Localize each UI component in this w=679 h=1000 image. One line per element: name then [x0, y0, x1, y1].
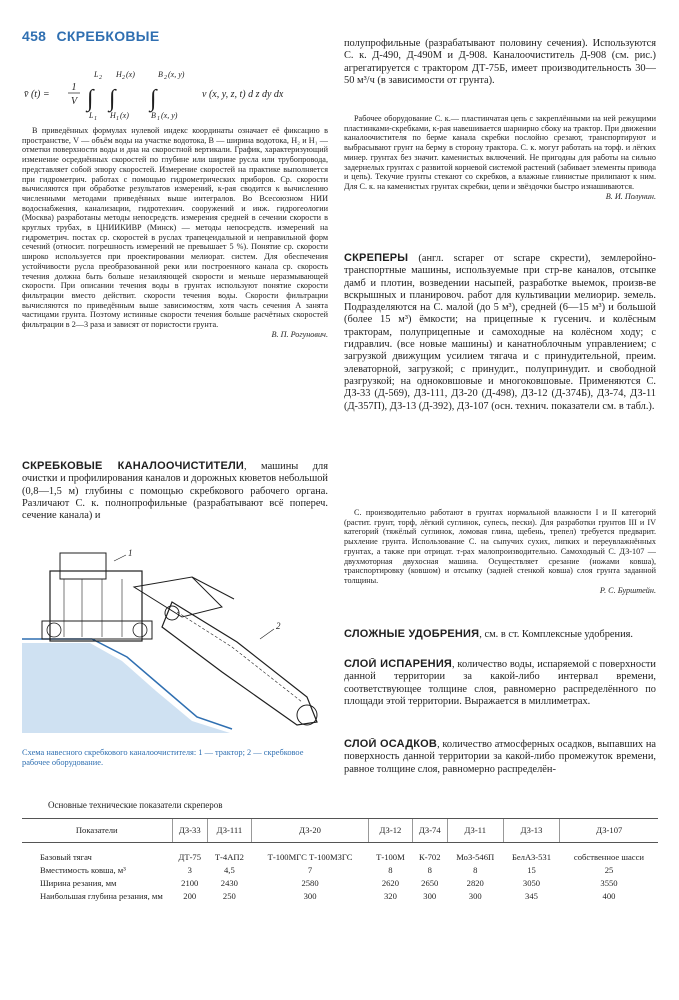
section-head-slozhnye: СЛОЖНЫЕ УДОБРЕНИЯ — [344, 628, 480, 640]
table-header-cell: ДЗ-13 — [503, 819, 560, 843]
callout-label-2: 2 — [276, 621, 281, 631]
table-cell: 8 — [388, 865, 393, 875]
scraper-spec-table — [22, 818, 658, 903]
scraper-illustration — [22, 547, 330, 735]
table-header-cell: ДЗ-107 — [560, 819, 658, 843]
table-cell: 2620 — [381, 878, 399, 888]
callout-line-1 — [114, 555, 126, 561]
table-cell: 4,5 — [224, 865, 235, 875]
table-row — [22, 843, 658, 865]
table-cell: ДТ-75 — [178, 852, 202, 862]
formula-frac-num: 1 — [71, 82, 77, 93]
table-cell: собственное шасси — [573, 852, 645, 862]
table-title: Основные технические показатели скреперов — [48, 800, 223, 810]
illustration-svg — [22, 547, 330, 735]
section-head-osadkov: СЛОЙ ОСАДКОВ — [344, 738, 438, 750]
table-row — [22, 877, 658, 890]
table-header-row — [22, 819, 658, 843]
table-cell: 400 — [602, 891, 616, 901]
table-cell: МоЗ-546П — [456, 852, 495, 862]
formula-lhs: v̄ (t) = — [24, 89, 50, 100]
right-continuation-text: полупрофильные (разрабатывают половину сечения). Используются С. к. Д-490, Д-490М и Д-908. Каналоочиститель Д-908 (см. рис.) агрегатируется с трактором ДТ-75Б, имеет производительность 30—50 м³/ч (в зависимости от грунта). — [344, 38, 656, 86]
table-cell: 8 — [473, 865, 478, 875]
illustration-caption — [22, 748, 328, 778]
table-cell: Ширина резания, мм — [40, 878, 117, 888]
boom-arm — [192, 577, 234, 599]
section-text-osadkov: , количество атмосферных осадков, выпавших на поверхность данной территории за какой-либо промежуток времени, равное толщине слоя, равномерно распределён- — [344, 739, 656, 775]
integral-2-lower-sub: 1 — [116, 116, 119, 122]
right-author-3: Р. С. Бурштейн. — [599, 585, 656, 595]
table-cell: 3050 — [522, 878, 541, 888]
table-row — [22, 864, 658, 877]
table-cell: 2430 — [220, 878, 238, 888]
integral-3-lower-sub: 1 — [157, 116, 160, 122]
formula-svg — [24, 64, 324, 124]
integral-1-lower-sub: 1 — [94, 116, 97, 122]
skrepery-small-text: С. производительно работают в грунтах нормальной влажности I и II категорий (растит. грунт, торф, лёгкий суглинок, супесь, пески). Для разработки грунтов III и IV категорий (тяжёлый суглинок, ломовая глина, щебень, трепел) требуется предварит. рыхление грунта. Использование С. на сыпучих сухих, липких и переувлажнённых грунтах, а также при отрицат. т-рах малопроизводительно. Самоходный С. ДЗ-107 — двухмоторная двухосная машина. Осуществляет срезание (ножами ковша), транспортировку (ковшом) и отсыпку (задней стенкой ковша) слоя грунта заданной толщины. — [344, 508, 656, 585]
left-section-skrebkovye — [22, 460, 328, 544]
table-header-cell: ДЗ-33 — [172, 819, 207, 843]
section-osadkov — [344, 738, 656, 796]
table-header-cell: ДЗ-20 — [251, 819, 369, 843]
table-cell: Наибольшая глубина резания, мм — [40, 891, 163, 901]
left-author-1: В. П. Рогунович. — [271, 329, 328, 339]
section-head-skrebkovye: СКРЕБКОВЫЕ КАНАЛООЧИСТИТЕЛИ — [22, 460, 244, 472]
integral-3: ∫ — [150, 86, 157, 112]
integral-3-upper: B — [158, 70, 163, 79]
caption-text: Схема навесного скребкового каналоочистителя: 1 — трактор; 2 — скребковое рабочее оборудование. — [22, 748, 304, 767]
table-header-cell: ДЗ-12 — [369, 819, 412, 843]
table-cell: 300 — [468, 891, 482, 901]
table-cell: 300 — [303, 891, 317, 901]
table-cell: 345 — [525, 891, 538, 901]
table-cell: 2820 — [466, 878, 484, 888]
page-header — [22, 28, 322, 50]
table-cell: 200 — [183, 891, 197, 901]
table-cell: 2100 — [181, 878, 199, 888]
boom-frame — [134, 577, 222, 617]
section-skrepery — [344, 252, 656, 506]
integral-2-lower: H — [110, 111, 116, 120]
integral-3-upper-arg: (x, y) — [168, 70, 185, 79]
table-cell: 25 — [604, 865, 614, 875]
page-number: 458 — [22, 28, 47, 44]
callout-label-1: 1 — [128, 548, 133, 558]
table-header-cell: ДЗ-11 — [447, 819, 503, 843]
formula-integrand: v (x, y, z, t) d z dy dx — [202, 89, 284, 100]
table-cell: 3550 — [600, 878, 618, 888]
table-cell: Вместимость ковша, м³ — [40, 865, 126, 875]
left-paragraph-1: В приведённых формулах нулевой индекс координаты означает её фиксацию в пространстве, V — объём воды на участке водотока, B — ширина водотока, H₂ и H₁ — отметки поверхности воды и дна на скоростной вертикали. График, характеризующий изменение осреднённых скоростей по глубине или ширине русла или трубопровода, представляет собой эпюру скоростей. Измерение скоростей на практике выполняется при гидрометрич. работах с помощью гидрометрических приборов. Ср. скорости вычисляются при обработке результатов измерений, к-рая сводится к вычислению численными методами приведённых выше интегралов. Во Всесоюзном НИИ водоснабжения, канализации, гидротехнич. сооружений и инж. гидрогеологии (Москва) разработаны методы непосредств. измерения средней в сечении скорости в круглых трубах, в ЦНИИКИВР (Минск) — методы непосредств. измерений на гидрометрич. постах ср. скоростей в руслах трапецеидальной и неправильной форм сечений (относит. погрешность измерений не превышает 5 %). Понятие ср. скорости широко используется при проектировании мелиорат. систем. Для обеспечения устойчивости русла преобразованной реки или построенного канала ср. скорость течения должна быть больше незаиляющей скорости и меньше неразмывающей скорости. При описании течения воды в грунтах используют понятие скорости фильтрации вместо действит. скорости течения воды. Скорости фильтрации вычисляются по приведённым выше зависимостям, хотя часть сечения A занята частицами грунта. Поэтому истинные скорости течения больше расчётных скоростей фильтрации в 2—3 раза и зависят от пористости грунта. — [22, 126, 328, 330]
section-text-slozhnye: , см. в ст. Комплексные удобрения. — [479, 629, 634, 640]
table-header-cell: ДЗ-74 — [412, 819, 447, 843]
skrepery-small — [344, 508, 656, 626]
velocity-formula — [24, 64, 324, 124]
table-cell: 8 — [427, 865, 432, 875]
integral-1-upper-sub: 2 — [99, 75, 102, 81]
integral-2-lower-arg: (x) — [120, 111, 129, 120]
right-author-2: В. И. Полунин. — [605, 191, 656, 201]
section-text-skrebkovye: , машины для очистки и профилирования каналов и дорожных кюветов небольшой (0,8—1,5 м) глубины с помощью скребкового рабочего органа. Различают С. к. полнопрофильные (разрабатывают всё попереч. сечение канала) и — [22, 461, 328, 522]
table-cell: Т-4АП2 — [214, 852, 244, 862]
table-cell: Т-100МГС Т-100МЗГС — [267, 852, 353, 862]
integral-2-upper-sub: 2 — [122, 75, 125, 81]
table-cell: 15 — [527, 865, 536, 875]
section-head-skrepery: СКРЕПЕРЫ — [344, 252, 409, 264]
track-wheel-1 — [47, 623, 61, 637]
integral-1: ∫ — [87, 86, 94, 112]
integral-2-upper-arg: (x) — [126, 70, 135, 79]
section-slozhnye — [344, 628, 656, 656]
integral-3-lower-arg: (x, y) — [161, 111, 178, 120]
integral-3-lower: B — [151, 111, 156, 120]
table-cell: 2650 — [421, 878, 439, 888]
section-isparenie — [344, 658, 656, 736]
table-cell: Базовый тягач — [40, 852, 92, 862]
table-cell: 2580 — [301, 878, 319, 888]
page-running-title: СКРЕБКОВЫЕ — [56, 28, 160, 44]
right-small-text: Рабочее оборудование С. к.— пластинчатая цепь с закреплёнными на ней режущими пластинками-скребками, к-рая навешивается шарнирно сбоку на трактор. При движении каналоочистителя по берме канала скребки послойно срезают, транспортируют и выбрасывают грунт на берму в сторону трактора. С. к. могут работать на торф. и лёгких минер. грунтах без значит. каменистых включений. Не пригодны для работы на сильно задернелых грунтах с развитой корневой системой растений (забивает элементы привода и цепь). Текучие грунты стекают со скребков, а влажные глинистые прилипают к ним. Для С. к. на каменистых грунтах скребки, цепи и звёздочки быстро изнашиваются. — [344, 114, 656, 191]
table-cell: Т-100М — [376, 852, 405, 862]
table-row — [22, 890, 658, 903]
integral-1-lower: L — [89, 111, 94, 120]
scraper-chain — [177, 612, 302, 702]
section-text-skrepery: (англ. scraper от scrape скрести), землеройно-транспортные машины, используемые при стр-ве каналов, отсыпке дамб и плотин, возведении насыпей, разработке выемок, произв-ве вскрышных и планировоч. работ для культивации мелиорир. земель. Подразделяются на С. малой (до 5 м³), средней (6—15 м³) и большой (более 15 м³) ёмкости; на прицепные к гусенич. и колёсным тракторам, полуприцепные и самоходные на колёсном ходу; с гидравлич. (все новые машины) и канатноблочным управлением; с загрузкой движущим усилием тягача и с принудительной, преим. элеваторной, загрузкой; с принудит., полупринудит. и свободной разгрузкой; на одноковшовые и многоковшовые. Применяются С. ДЗ-33 (Д-569), ДЗ-111, ДЗ-20 (Д-498), ДЗ-12 (Д-374Б), ДЗ-74, ДЗ-11 (Д-357П), ДЗ-13 (Д-392), ДЗ-107 (осн. технич. показатели см. в табл.). — [344, 253, 656, 412]
table-cell: 250 — [222, 891, 236, 901]
right-small-paragraph — [344, 114, 656, 250]
right-continuation — [344, 38, 656, 112]
table-cell: 7 — [307, 865, 313, 875]
formula-frac-den: V — [70, 96, 78, 107]
section-head-isparenie: СЛОЙ ИСПАРЕНИЯ — [344, 658, 453, 670]
table-cell: 3 — [187, 865, 192, 875]
left-column-text — [22, 126, 328, 458]
callout-line-2 — [260, 629, 274, 639]
integral-3-upper-sub: 2 — [164, 75, 167, 81]
table-cell: К-702 — [419, 852, 441, 862]
section-text-isparenie: , количество воды, испаряемой с поверхности данной территории за какой-либо интервал времени, соответствующее толщине слоя, равномерно распределённого по площади этой территории. Выражается в миллиметрах. — [344, 659, 656, 707]
tractor-cab — [60, 553, 106, 579]
track-wheel-2 — [133, 623, 147, 637]
table-header-cell: Показатели — [22, 819, 172, 843]
table-cell: БелАЗ-531 — [511, 852, 552, 862]
integral-1-upper: L — [94, 70, 99, 79]
table-cell: 320 — [383, 891, 397, 901]
integral-2: ∫ — [109, 86, 116, 112]
table-header-cell: ДЗ-111 — [207, 819, 251, 843]
table-cell: 300 — [423, 891, 437, 901]
integral-2-upper: H — [116, 70, 122, 79]
tractor-track — [42, 621, 152, 639]
